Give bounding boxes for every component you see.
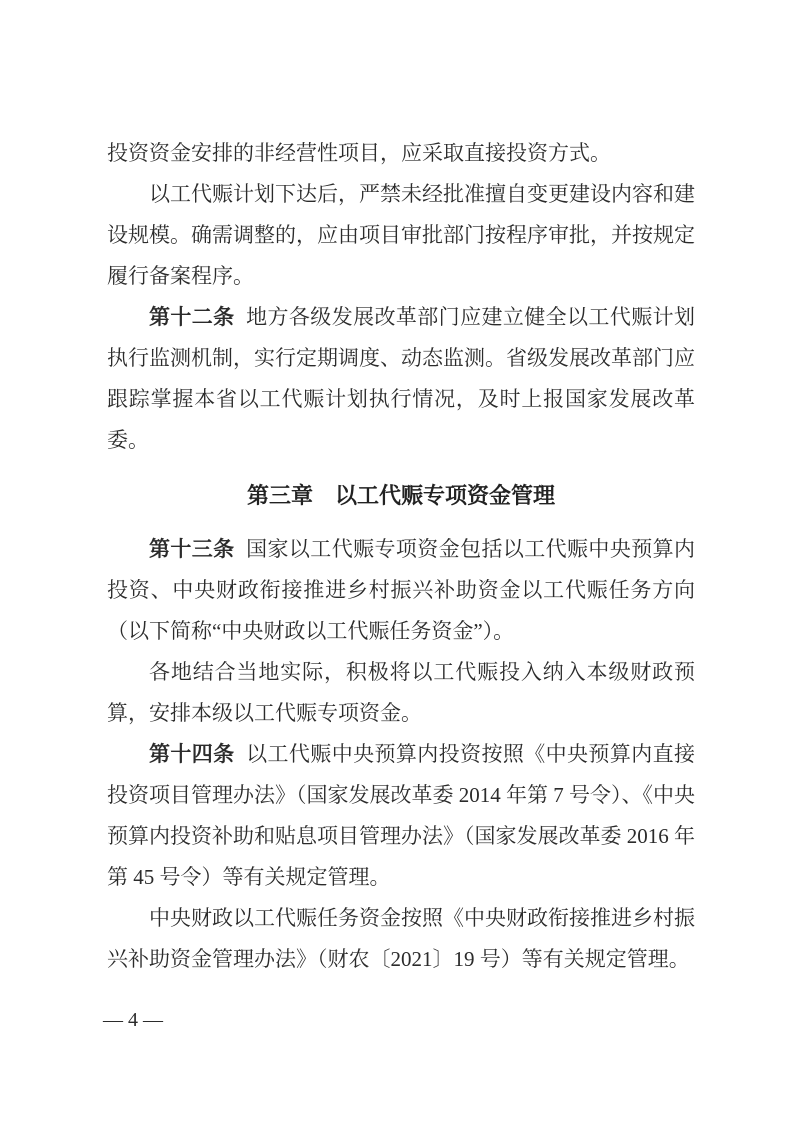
article-14-paragraph [107,734,695,898]
paragraph: 以工代赈计划下达后，严禁未经批准擅自变更建设内容和建设规模。确需调整的，应由项目审批部门按程序审批，并按规定履行备案程序。 [107,182,695,288]
article-13-number: 第十三条 [149,537,235,561]
paragraph-continuation: 投资资金安排的非经营性项目，应采取直接投资方式。 [107,141,611,165]
article-13-text: 国家以工代赈专项资金包括以工代赈中央预算内投资、中央财政衔接推进乡村振兴补助资金以工代赈任务方向（以下简称“中央财政以工代赈任务资金”）。 [107,537,696,643]
article-13-paragraph [107,529,695,652]
article-14-text: 以工代赈中央预算内投资按照《中央预算内直接投资项目管理办法》（国家发展改革委 2014 年第 7 号令）、《中央预算内投资补助和贴息项目管理办法》（国家发展改革委 2016 年第 45 号令）等有关规定管理。 [107,742,696,889]
paragraph: 各地结合当地实际，积极将以工代赈投入纳入本级财政预算，安排本级以工代赈专项资金。 [107,660,695,725]
paragraph: 中央财政以工代赈任务资金按照《中央财政衔接推进乡村振兴补助资金管理办法》（财农〔2021〕19 号）等有关规定管理。 [107,906,695,971]
chapter-3-heading: 第三章 以工代赈专项资金管理 [246,483,555,508]
article-12-text: 地方各级发展改革部门应建立健全以工代赈计划执行监测机制，实行定期调度、动态监测。省级发展改革部门应跟踪掌握本省以工代赈计划执行情况，及时上报国家发展改革委。 [107,305,696,452]
document-body [107,133,695,980]
article-12-paragraph [107,297,695,461]
article-14-number: 第十四条 [149,742,235,766]
article-12-number: 第十二条 [149,305,235,329]
page-number: — 4 — [103,1009,163,1031]
